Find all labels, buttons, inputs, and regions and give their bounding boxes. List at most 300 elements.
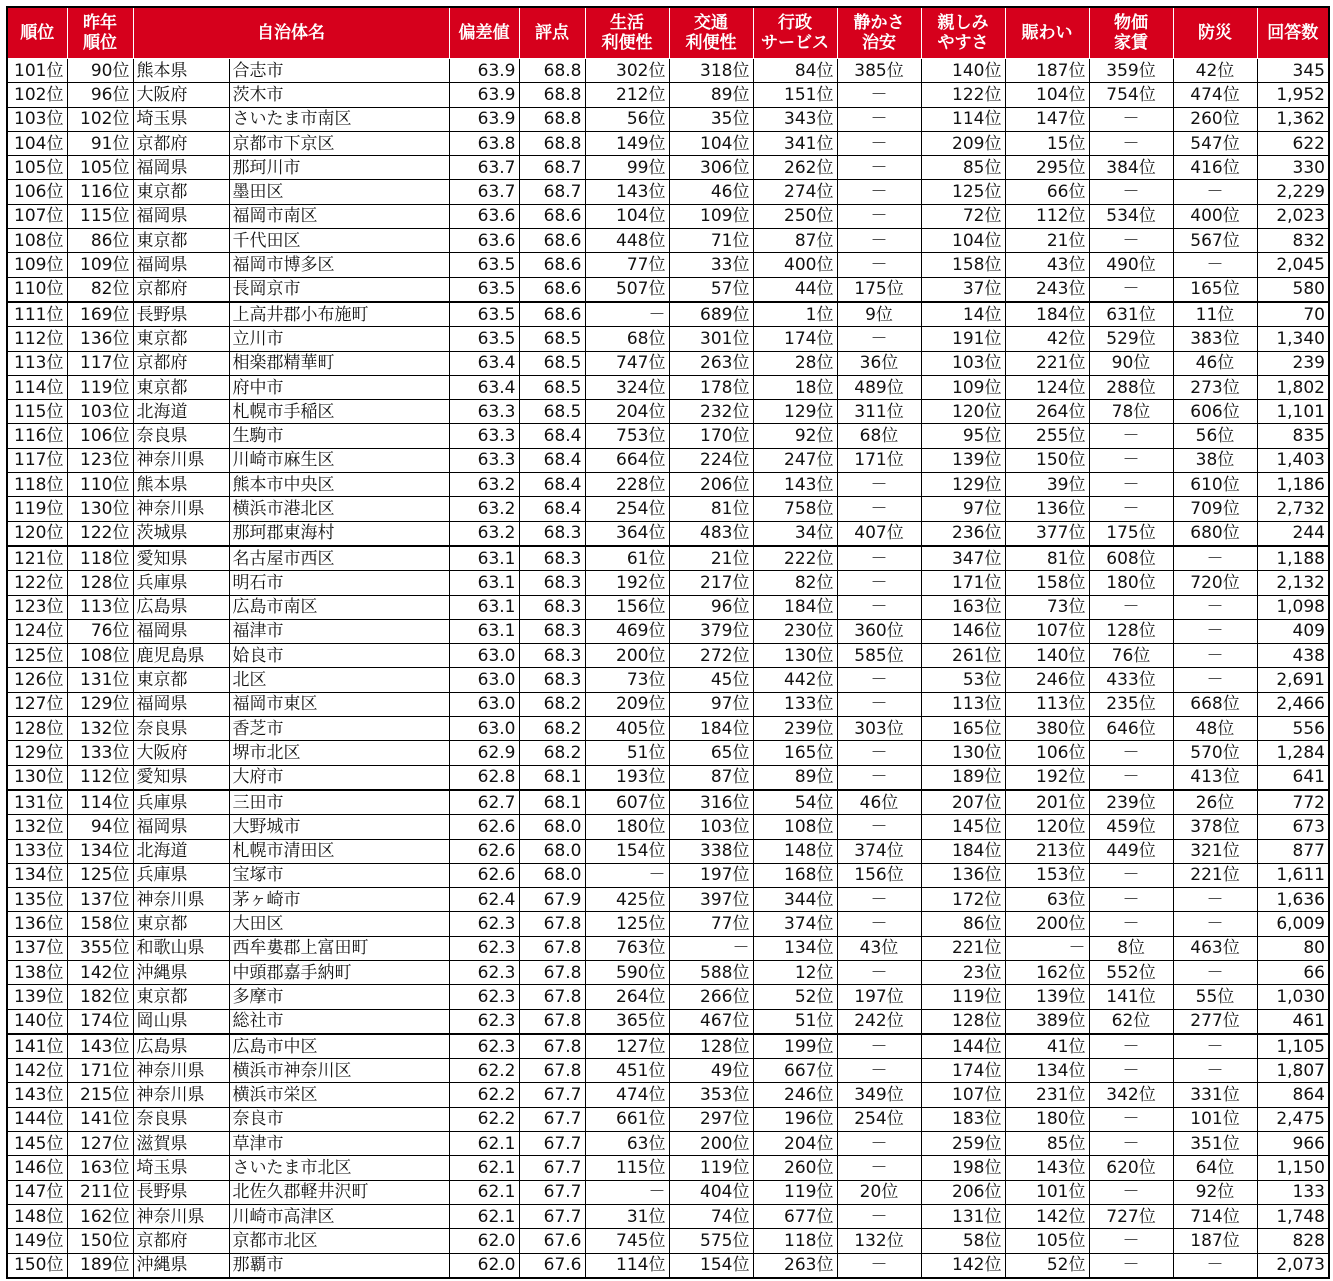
cell-transport-convenience: 206位 [669,473,753,497]
cell-admin-service: 204位 [753,1132,837,1156]
cell-price-rent: － [1089,912,1173,936]
cell-prefecture: 東京都 [133,668,229,692]
cell-prefecture: 東京都 [133,229,229,253]
cell-friendliness: 72位 [921,204,1005,228]
cell-liveliness: 136位 [1005,497,1089,521]
cell-liveliness: 187位 [1005,59,1089,83]
cell-municipality: 生駒市 [229,424,449,448]
cell-price-rent: － [1089,1253,1173,1278]
cell-municipality: 大府市 [229,765,449,790]
cell-municipality: 那覇市 [229,1253,449,1278]
cell-responses: 622 [1257,131,1329,155]
table-row [7,741,1329,765]
cell-municipality: 西牟婁郡上富田町 [229,936,449,960]
cell-living-convenience: 474位 [585,1083,669,1107]
cell-municipality: 福岡市博多区 [229,253,449,277]
cell-prefecture: 長野県 [133,1180,229,1204]
cell-responses: 877 [1257,839,1329,863]
cell-score: 67.7 [519,1204,585,1228]
cell-liveliness: 295位 [1005,156,1089,180]
cell-living-convenience: 747位 [585,351,669,375]
cell-municipality: 合志市 [229,59,449,83]
cell-disaster-prevention: 55位 [1173,985,1257,1009]
cell-living-convenience: 763位 [585,936,669,960]
header-quiet-safety: 静かさ 治安 [837,7,921,59]
cell-quiet-safety: － [837,1034,921,1059]
cell-prev-rank: 134位 [67,839,133,863]
cell-admin-service: 148位 [753,839,837,863]
cell-disaster-prevention: 383位 [1173,327,1257,351]
cell-deviation: 63.3 [449,424,519,448]
table-row [7,717,1329,741]
cell-rank: 119位 [7,497,67,521]
cell-living-convenience: － [585,302,669,327]
cell-deviation: 62.2 [449,1107,519,1131]
cell-admin-service: 108位 [753,815,837,839]
cell-prev-rank: 131位 [67,668,133,692]
cell-rank: 118位 [7,473,67,497]
cell-living-convenience: 264位 [585,985,669,1009]
cell-price-rent: － [1089,131,1173,155]
cell-price-rent: 235位 [1089,692,1173,716]
cell-rank: 136位 [7,912,67,936]
cell-price-rent: 433位 [1089,668,1173,692]
table-row [7,790,1329,815]
cell-prefecture: 東京都 [133,180,229,204]
cell-responses: 1,101 [1257,400,1329,424]
cell-living-convenience: 180位 [585,815,669,839]
cell-prev-rank: 142位 [67,960,133,984]
cell-score: 68.5 [519,400,585,424]
cell-price-rent: 459位 [1089,815,1173,839]
cell-rank: 124位 [7,619,67,643]
cell-transport-convenience: 575位 [669,1229,753,1253]
cell-disaster-prevention: 400位 [1173,204,1257,228]
cell-quiet-safety: － [837,1132,921,1156]
cell-score: 67.7 [519,1107,585,1131]
cell-prefecture: 沖縄県 [133,960,229,984]
cell-quiet-safety: 68位 [837,424,921,448]
cell-quiet-safety: 156位 [837,863,921,887]
table-row [7,668,1329,692]
cell-deviation: 62.9 [449,741,519,765]
cell-transport-convenience: 689位 [669,302,753,327]
cell-quiet-safety: 407位 [837,521,921,546]
header-liveliness: 賑わい [1005,7,1089,59]
cell-deviation: 63.5 [449,253,519,277]
cell-quiet-safety: 9位 [837,302,921,327]
cell-prev-rank: 102位 [67,107,133,131]
cell-admin-service: 119位 [753,1180,837,1204]
cell-rank: 146位 [7,1156,67,1180]
cell-quiet-safety: － [837,1059,921,1083]
cell-rank: 106位 [7,180,67,204]
cell-deviation: 62.3 [449,912,519,936]
cell-disaster-prevention: － [1173,595,1257,619]
cell-transport-convenience: 178位 [669,375,753,399]
cell-liveliness: 192位 [1005,765,1089,790]
cell-prev-rank: 86位 [67,229,133,253]
cell-quiet-safety: － [837,960,921,984]
header-rank: 順位 [7,7,67,59]
cell-municipality: 大田区 [229,912,449,936]
cell-score: 68.4 [519,473,585,497]
cell-rank: 137位 [7,936,67,960]
header-prev-rank: 昨年 順位 [67,7,133,59]
cell-quiet-safety: － [837,327,921,351]
cell-living-convenience: 469位 [585,619,669,643]
cell-score: 67.8 [519,960,585,984]
cell-living-convenience: 590位 [585,960,669,984]
cell-liveliness: 41位 [1005,1034,1089,1059]
cell-admin-service: 246位 [753,1083,837,1107]
cell-prev-rank: 355位 [67,936,133,960]
cell-price-rent: 359位 [1089,59,1173,83]
cell-score: 67.7 [519,1083,585,1107]
cell-score: 68.0 [519,863,585,887]
cell-score: 68.1 [519,765,585,790]
cell-rank: 112位 [7,327,67,351]
cell-liveliness: 21位 [1005,229,1089,253]
cell-deviation: 63.1 [449,595,519,619]
table-row [7,180,1329,204]
cell-municipality: さいたま市北区 [229,1156,449,1180]
cell-score: 68.3 [519,668,585,692]
header-price-rent: 物価 家賃 [1089,7,1173,59]
cell-transport-convenience: 266位 [669,985,753,1009]
header-living-convenience: 生活 利便性 [585,7,669,59]
cell-disaster-prevention: 606位 [1173,400,1257,424]
cell-living-convenience: 661位 [585,1107,669,1131]
header-disaster-prevention: 防災 [1173,7,1257,59]
cell-price-rent: 620位 [1089,1156,1173,1180]
cell-score: 67.6 [519,1253,585,1278]
cell-quiet-safety: 171位 [837,448,921,472]
cell-living-convenience: － [585,863,669,887]
cell-score: 68.6 [519,204,585,228]
cell-living-convenience: 193位 [585,765,669,790]
cell-liveliness: 201位 [1005,790,1089,815]
cell-prev-rank: 91位 [67,131,133,155]
cell-living-convenience: 753位 [585,424,669,448]
cell-living-convenience: 73位 [585,668,669,692]
cell-living-convenience: 448位 [585,229,669,253]
cell-rank: 150位 [7,1253,67,1278]
cell-friendliness: 165位 [921,717,1005,741]
cell-admin-service: 677位 [753,1204,837,1228]
cell-responses: 673 [1257,815,1329,839]
cell-deviation: 62.3 [449,1009,519,1034]
cell-admin-service: 196位 [753,1107,837,1131]
cell-quiet-safety: － [837,571,921,595]
cell-friendliness: 206位 [921,1180,1005,1204]
cell-municipality: 北佐久郡軽井沢町 [229,1180,449,1204]
cell-quiet-safety: 197位 [837,985,921,1009]
cell-prev-rank: 116位 [67,180,133,204]
table-row [7,985,1329,1009]
cell-quiet-safety: － [837,204,921,228]
cell-admin-service: 92位 [753,424,837,448]
cell-prev-rank: 137位 [67,888,133,912]
cell-rank: 122位 [7,571,67,595]
cell-responses: 1,611 [1257,863,1329,887]
cell-admin-service: 239位 [753,717,837,741]
cell-disaster-prevention: 463位 [1173,936,1257,960]
cell-quiet-safety: 43位 [837,936,921,960]
table-row [7,375,1329,399]
table-row [7,595,1329,619]
cell-deviation: 63.3 [449,400,519,424]
cell-price-rent: － [1089,1180,1173,1204]
cell-prefecture: 神奈川県 [133,497,229,521]
cell-transport-convenience: 119位 [669,1156,753,1180]
table-row [7,302,1329,327]
cell-responses: 641 [1257,765,1329,790]
table-row [7,960,1329,984]
cell-admin-service: 274位 [753,180,837,204]
cell-admin-service: 118位 [753,1229,837,1253]
cell-price-rent: － [1089,863,1173,887]
cell-municipality: 那珂川市 [229,156,449,180]
table-body [7,59,1329,1278]
cell-municipality: 総社市 [229,1009,449,1034]
table-row [7,863,1329,887]
cell-deviation: 63.2 [449,497,519,521]
cell-prev-rank: 169位 [67,302,133,327]
cell-living-convenience: 143位 [585,180,669,204]
cell-price-rent: 552位 [1089,960,1173,984]
cell-price-rent: 449位 [1089,839,1173,863]
cell-price-rent: 239位 [1089,790,1173,815]
cell-price-rent: 754位 [1089,83,1173,107]
cell-disaster-prevention: 92位 [1173,1180,1257,1204]
cell-liveliness: 158位 [1005,571,1089,595]
cell-admin-service: 667位 [753,1059,837,1083]
cell-living-convenience: 127位 [585,1034,669,1059]
cell-rank: 133位 [7,839,67,863]
cell-admin-service: 165位 [753,741,837,765]
cell-liveliness: 107位 [1005,619,1089,643]
cell-responses: 1,340 [1257,327,1329,351]
cell-living-convenience: 364位 [585,521,669,546]
cell-responses: 438 [1257,644,1329,668]
cell-municipality: さいたま市南区 [229,107,449,131]
cell-deviation: 63.0 [449,717,519,741]
cell-rank: 116位 [7,424,67,448]
table-row [7,448,1329,472]
cell-quiet-safety: 585位 [837,644,921,668]
cell-living-convenience: 507位 [585,277,669,302]
cell-rank: 101位 [7,59,67,83]
cell-disaster-prevention: － [1173,912,1257,936]
cell-score: 68.4 [519,424,585,448]
cell-rank: 108位 [7,229,67,253]
cell-price-rent: － [1089,424,1173,448]
cell-prev-rank: 105位 [67,156,133,180]
cell-disaster-prevention: － [1173,1059,1257,1083]
cell-living-convenience: － [585,1180,669,1204]
cell-prev-rank: 90位 [67,59,133,83]
cell-rank: 131位 [7,790,67,815]
cell-living-convenience: 425位 [585,888,669,912]
cell-prefecture: 東京都 [133,327,229,351]
cell-prefecture: 神奈川県 [133,1059,229,1083]
cell-deviation: 63.9 [449,107,519,131]
cell-municipality: 大野城市 [229,815,449,839]
cell-disaster-prevention: 331位 [1173,1083,1257,1107]
cell-quiet-safety: － [837,765,921,790]
cell-prefecture: 熊本県 [133,59,229,83]
cell-prev-rank: 163位 [67,1156,133,1180]
cell-disaster-prevention: 165位 [1173,277,1257,302]
cell-quiet-safety: 20位 [837,1180,921,1204]
cell-deviation: 63.1 [449,571,519,595]
cell-admin-service: 52位 [753,985,837,1009]
cell-prev-rank: 143位 [67,1034,133,1059]
cell-transport-convenience: 379位 [669,619,753,643]
table-row [7,1229,1329,1253]
cell-living-convenience: 99位 [585,156,669,180]
cell-disaster-prevention: 42位 [1173,59,1257,83]
cell-disaster-prevention: 709位 [1173,497,1257,521]
cell-transport-convenience: 301位 [669,327,753,351]
cell-transport-convenience: 306位 [669,156,753,180]
cell-quiet-safety: － [837,1204,921,1228]
cell-friendliness: 189位 [921,765,1005,790]
cell-deviation: 63.7 [449,180,519,204]
cell-transport-convenience: 33位 [669,253,753,277]
cell-living-convenience: 154位 [585,839,669,863]
cell-admin-service: 87位 [753,229,837,253]
cell-score: 68.3 [519,521,585,546]
cell-admin-service: 129位 [753,400,837,424]
cell-prev-rank: 174位 [67,1009,133,1034]
cell-friendliness: 144位 [921,1034,1005,1059]
cell-deviation: 63.9 [449,83,519,107]
cell-rank: 149位 [7,1229,67,1253]
cell-prev-rank: 123位 [67,448,133,472]
cell-quiet-safety: 254位 [837,1107,921,1131]
cell-quiet-safety: 46位 [837,790,921,815]
cell-disaster-prevention: 38位 [1173,448,1257,472]
cell-responses: 864 [1257,1083,1329,1107]
cell-transport-convenience: 316位 [669,790,753,815]
cell-deviation: 63.5 [449,302,519,327]
cell-quiet-safety: － [837,815,921,839]
table-row [7,277,1329,302]
cell-quiet-safety: － [837,1253,921,1278]
cell-municipality: 相楽郡精華町 [229,351,449,375]
cell-deviation: 62.6 [449,863,519,887]
cell-score: 68.8 [519,59,585,83]
cell-prev-rank: 215位 [67,1083,133,1107]
cell-friendliness: 109位 [921,375,1005,399]
cell-price-rent: 76位 [1089,644,1173,668]
cell-rank: 148位 [7,1204,67,1228]
cell-price-rent: － [1089,1034,1173,1059]
cell-score: 68.0 [519,815,585,839]
cell-rank: 135位 [7,888,67,912]
table-row [7,327,1329,351]
cell-disaster-prevention: 351位 [1173,1132,1257,1156]
cell-responses: 1,186 [1257,473,1329,497]
cell-transport-convenience: 71位 [669,229,753,253]
cell-friendliness: 146位 [921,619,1005,643]
cell-liveliness: 15位 [1005,131,1089,155]
cell-municipality: 熊本市中央区 [229,473,449,497]
cell-score: 67.7 [519,1180,585,1204]
cell-disaster-prevention: 714位 [1173,1204,1257,1228]
cell-transport-convenience: 397位 [669,888,753,912]
cell-transport-convenience: － [669,936,753,960]
cell-prefecture: 東京都 [133,375,229,399]
cell-responses: 2,691 [1257,668,1329,692]
cell-living-convenience: 228位 [585,473,669,497]
cell-prefecture: 京都府 [133,131,229,155]
cell-liveliness: 180位 [1005,1107,1089,1131]
cell-disaster-prevention: 668位 [1173,692,1257,716]
cell-municipality: 奈良市 [229,1107,449,1131]
cell-score: 68.6 [519,253,585,277]
cell-prev-rank: 128位 [67,571,133,595]
cell-deviation: 62.2 [449,1059,519,1083]
cell-friendliness: 183位 [921,1107,1005,1131]
cell-price-rent: － [1089,473,1173,497]
cell-liveliness: 101位 [1005,1180,1089,1204]
cell-friendliness: 259位 [921,1132,1005,1156]
cell-prefecture: 鹿児島県 [133,644,229,668]
cell-quiet-safety: － [837,83,921,107]
cell-responses: 2,466 [1257,692,1329,716]
cell-prefecture: 岡山県 [133,1009,229,1034]
cell-quiet-safety: － [837,131,921,155]
cell-municipality: 立川市 [229,327,449,351]
cell-quiet-safety: － [837,497,921,521]
table-row [7,473,1329,497]
cell-rank: 127位 [7,692,67,716]
cell-prefecture: 神奈川県 [133,448,229,472]
cell-transport-convenience: 200位 [669,1132,753,1156]
cell-prefecture: 熊本県 [133,473,229,497]
cell-quiet-safety: － [837,668,921,692]
cell-deviation: 63.8 [449,131,519,155]
table-row [7,253,1329,277]
cell-municipality: 千代田区 [229,229,449,253]
cell-municipality: 横浜市港北区 [229,497,449,521]
cell-deviation: 63.4 [449,351,519,375]
cell-deviation: 63.5 [449,277,519,302]
cell-municipality: 宝塚市 [229,863,449,887]
cell-quiet-safety: 374位 [837,839,921,863]
cell-living-convenience: 405位 [585,717,669,741]
cell-score: 68.5 [519,375,585,399]
cell-disaster-prevention: 277位 [1173,1009,1257,1034]
cell-municipality: 福津市 [229,619,449,643]
cell-living-convenience: 212位 [585,83,669,107]
cell-municipality: 墨田区 [229,180,449,204]
cell-price-rent: － [1089,765,1173,790]
cell-quiet-safety: 36位 [837,351,921,375]
cell-score: 68.2 [519,717,585,741]
cell-friendliness: 129位 [921,473,1005,497]
cell-living-convenience: 31位 [585,1204,669,1228]
cell-admin-service: 54位 [753,790,837,815]
cell-prev-rank: 162位 [67,1204,133,1228]
table-row [7,1156,1329,1180]
cell-score: 68.6 [519,277,585,302]
cell-transport-convenience: 128位 [669,1034,753,1059]
table-row [7,1253,1329,1278]
